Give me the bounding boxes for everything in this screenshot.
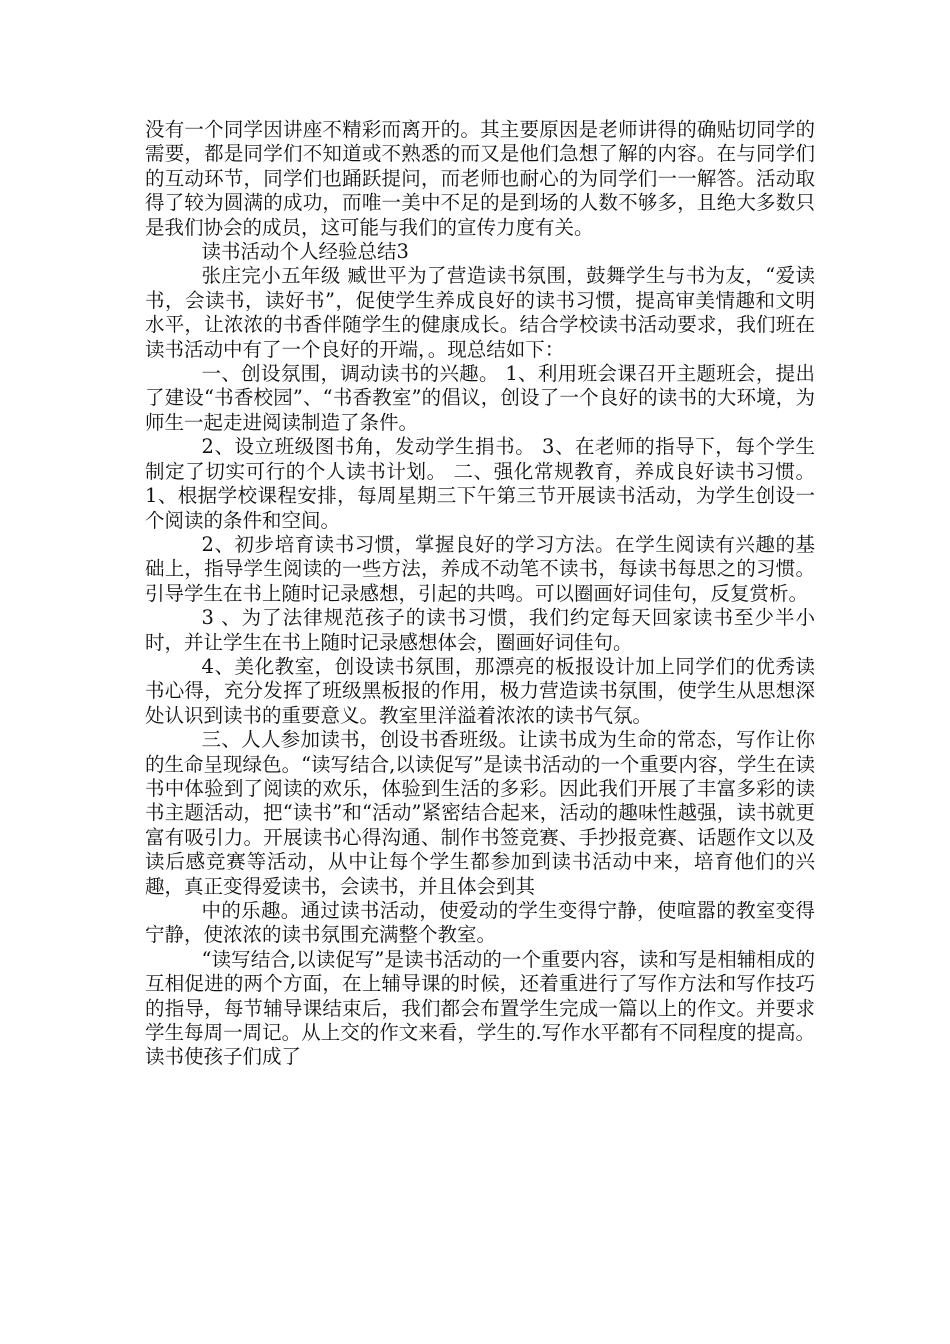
paragraph: “读写结合,以读促写”是读书活动的一个重要内容，读和写是相辅相成的互相促进的两个方面，在上辅导课的时候，还着重进行了写作方法和写作技巧的指导，每节辅导课结束后，我们都会布置学生完成一篇以上的作文。并要求学生每周一周记。从上交的作文来看，学生的.写作水平都有不同程度的提高。读书使孩子们成了 — [145, 947, 815, 1069]
section-heading: 读书活动个人经验总结3 — [201, 240, 409, 264]
paragraph: 三、人人参加读书，创设书香班级。让读书成为生命的常态，写作让你的生命呈现绿色。“读写结合,以读促写”是读书活动的一个重要内容，学生在读书中体验到了阅读的欢乐，体验到生活的多彩。因此我们开展了丰富多彩的读书主题活动，把“读书”和“活动”紧密结合起来，活动的趣味性越强，读书就更富有吸引力。开展读书心得沟通、制作书签竞赛、手抄报竞赛、话题作文以及读后感竞赛等活动，从中让每个学生都参加到读书活动中来，培育他们的兴趣，真正变得爱读书，会读书，并且体会到其 — [145, 728, 815, 898]
paragraph: 没有一个同学因讲座不精彩而离开的。其主要原因是老师讲得的确贴切同学的需要，都是同学们不知道或不熟悉的而又是他们急想了解的内容。在与同学们的互动环节，同学们也踊跃提问，而老师也耐心的为同学们一一解答。活动取得了较为圆满的成功，而唯一美中不足的是到场的人数不够多，且绝大多数只是我们协会的成员，这可能与我们的宣传力度有关。 — [145, 118, 815, 239]
paragraph: 3 、为了法律规范孩子的读书习惯，我们约定每天回家读书至少半小时，并让学生在书上随时记录感想体会，圈画好词佳句。 — [145, 606, 815, 654]
document-body — [145, 118, 815, 1070]
paragraph: 2、设立班级图书角，发动学生捐书。 3、在老师的指导下，每个学生制定了切实可行的个人读书计划。 二、强化常规教育，养成良好读书习惯。1、根据学校课程安排，每周星期三下午第三节开展读书活动，为学生创设一个阅读的条件和空间。 — [145, 435, 815, 532]
paragraph: 2、初步培育读书习惯，掌握良好的学习方法。在学生阅读有兴趣的基础上，指导学生阅读的一些方法，养成不动笔不读书，每读书每思之的习惯。引导学生在书上随时记录感想，引起的共鸣。可以圈画好词佳句，反复赏析。 — [145, 532, 815, 605]
paragraph: 一、创设氛围，调动读书的兴趣。 1、利用班会课召开主题班会，提出了建设“书香校园”、“书香教室”的倡议，创设了一个良好的读书的大环境，为师生一起走进阅读制造了条件。 — [145, 362, 815, 434]
paragraph: 4、美化教室，创设读书氛围，那漂亮的板报设计加上同学们的优秀读书心得，充分发挥了班级黑板报的作用，极力营造读书氛围，使学生从思想深处认识到读书的重要意义。教室里洋溢着浓浓的读书气氛。 — [145, 654, 815, 727]
paragraph: 张庄完小五年级 臧世平为了营造读书氛围，鼓舞学生与书为友，“爱读书，会读书，读好书”，促使学生养成良好的读书习惯，提高审美情趣和文明水平，让浓浓的书香伴随学生的健康成长。结合学校读书活动要求，我们班在读书活动中有了一个良好的开端，。现总结如下： — [145, 264, 815, 361]
paragraph: 中的乐趣。通过读书活动，使爱动的学生变得宁静，使喧嚣的教室变得宁静，使浓浓的读书氛围充满整个教室。 — [145, 899, 815, 947]
